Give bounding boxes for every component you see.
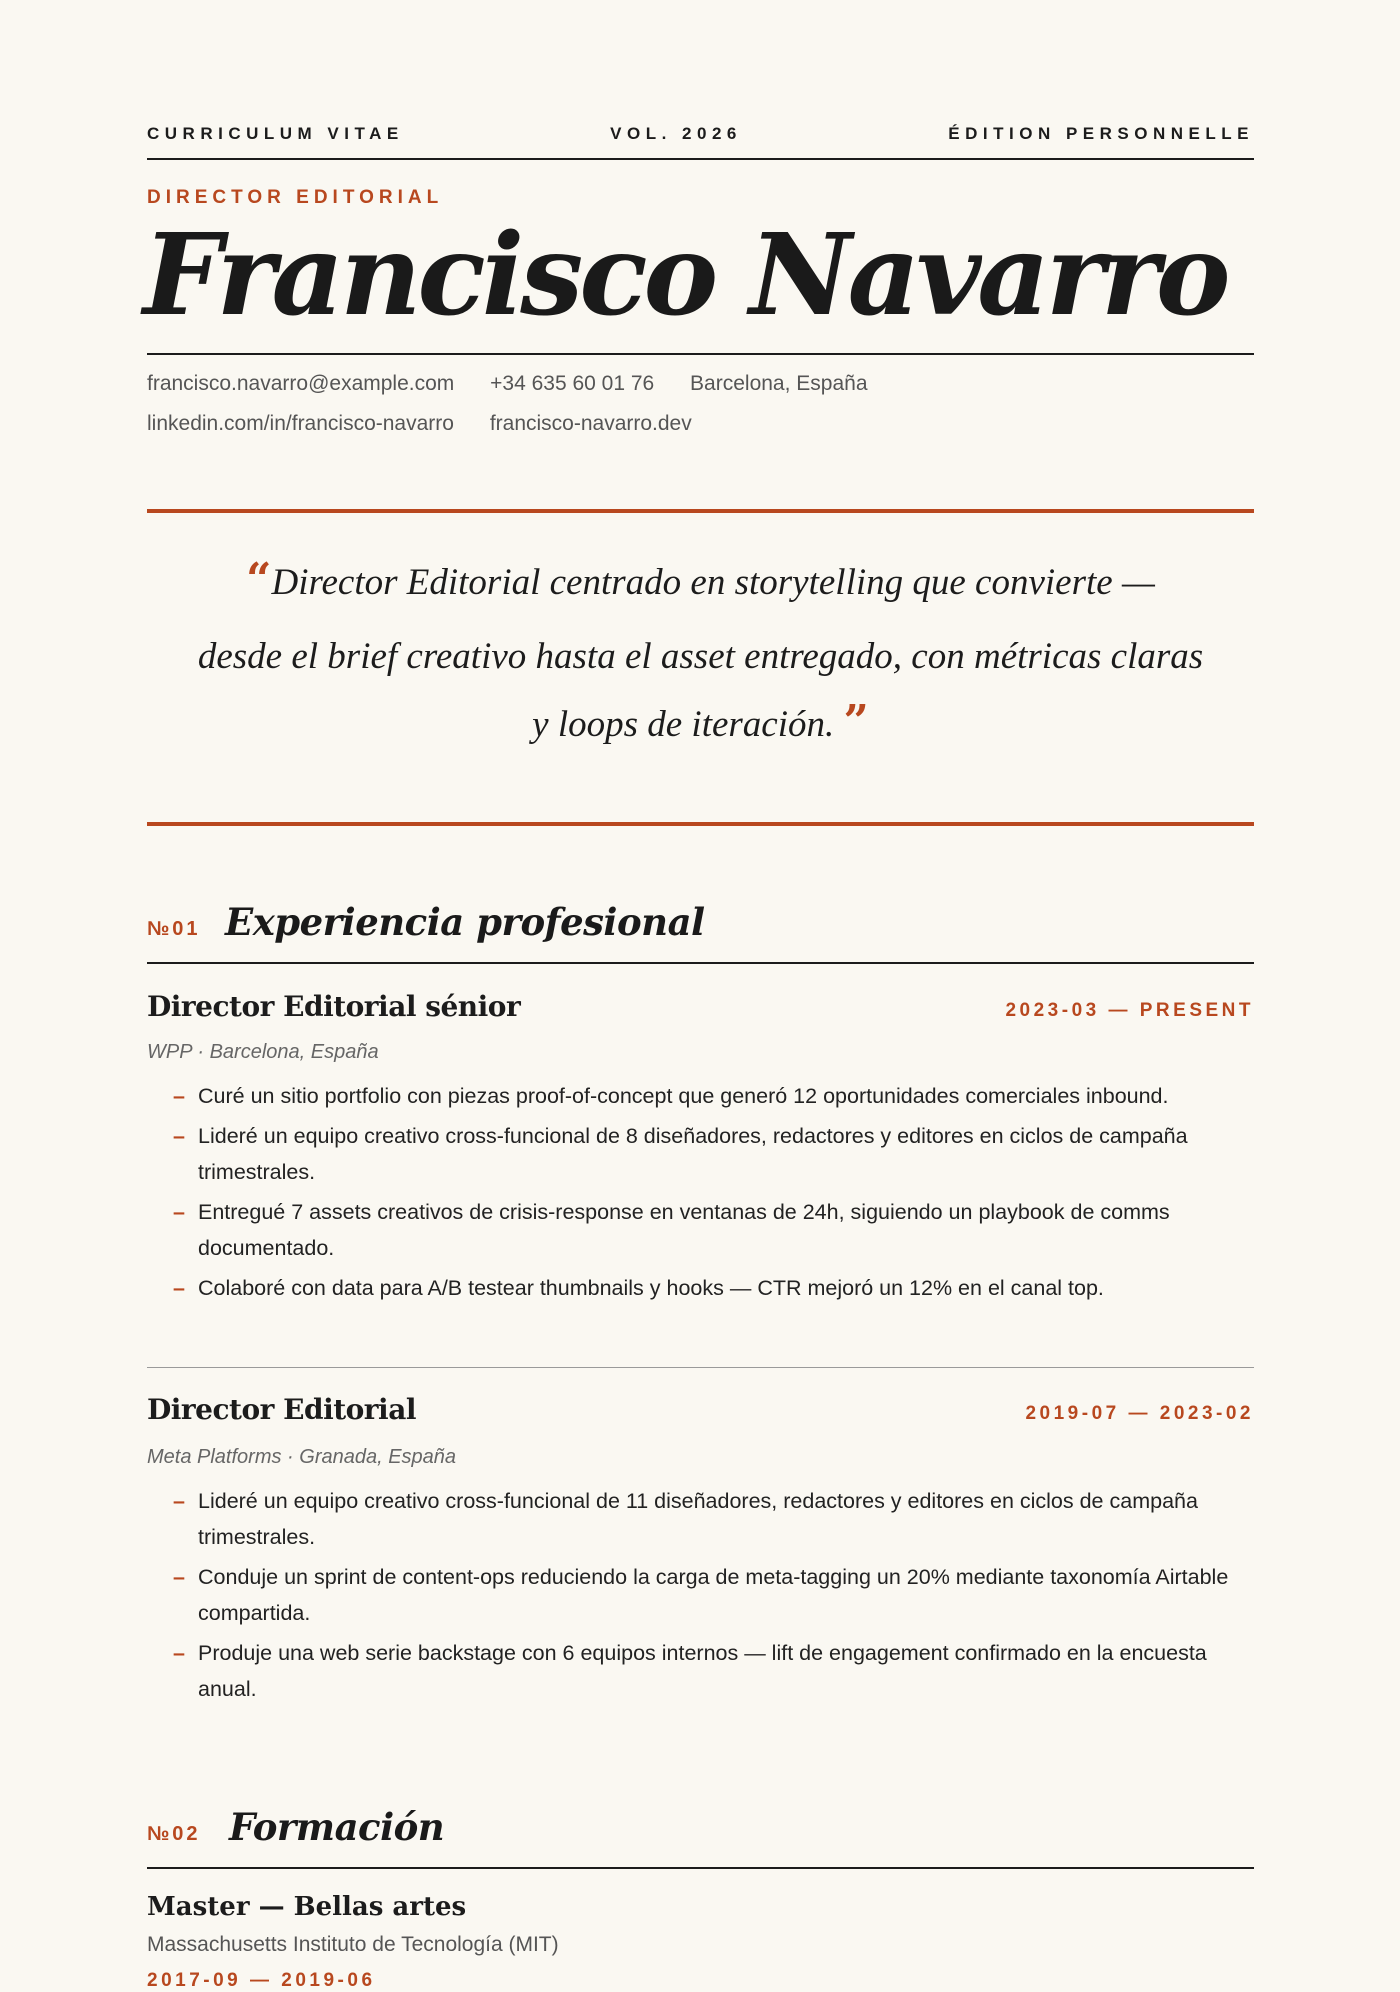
masthead-left: CURRICULUM VITAE: [147, 124, 404, 143]
summary-top-rule: [147, 509, 1254, 513]
website-link[interactable]: francisco-navarro.dev: [489, 412, 692, 435]
summary-line-3: y loops de iteración. ”: [532, 696, 869, 747]
bullet-dash-icon: –: [173, 1641, 185, 1665]
job-title: Director Editorial sénior: [147, 990, 521, 1023]
name-rule: [147, 353, 1254, 355]
education-school: Massachusetts Instituto de Tecnología (MIT): [147, 1933, 559, 1956]
section-title-experience: Experiencia profesional: [225, 900, 705, 944]
person-name: Francisco Navarro: [143, 210, 1227, 341]
summary-quote: [147, 552, 1254, 756]
summary-bottom-rule: [147, 822, 1254, 826]
job-dates: 2019-07 — 2023-02: [1025, 1403, 1254, 1424]
bullet-dash-icon: –: [173, 1489, 185, 1513]
linkedin-link[interactable]: linkedin.com/in/francisco-navarro: [147, 412, 454, 435]
masthead-right: ÉDITION PERSONNELLE: [948, 124, 1254, 143]
list-item: – Entregué 7 assets creativos de crisis-response en ventanas de 24h, siguiendo un playbook de comms documentado.: [173, 1194, 1233, 1266]
summary-line-2: desde el brief creativo hasta el asset entregado, con métricas claras: [197, 636, 1204, 677]
education-dates: 2017-09 — 2019-06: [147, 1970, 376, 1991]
bullet-dash-icon: –: [173, 1200, 185, 1224]
section-rule-education: [147, 1867, 1254, 1869]
masthead-center: VOL. 2026: [610, 124, 742, 143]
summary-line-1: “Director Editorial centrado en storytelling que convierte —: [246, 554, 1155, 605]
bullet-dash-icon: –: [173, 1084, 185, 1108]
list-item: – Colaboré con data para A/B testear thumbnails y hooks — CTR mejoró un 12% en el canal top.: [173, 1270, 1233, 1306]
job-divider: [147, 1367, 1254, 1368]
list-item: – Lideré un equipo creativo cross-funcional de 8 diseñadores, redactores y editores en ciclos de campaña trimestrales.: [173, 1118, 1233, 1190]
section-title-education: Formación: [229, 1805, 445, 1849]
section-number-experience: №01: [147, 918, 201, 940]
bullet-dash-icon: –: [173, 1565, 185, 1589]
section-number-education: №02: [147, 1823, 201, 1845]
contact-line-2: [147, 412, 722, 436]
role-title: DIRECTOR EDITORIAL: [147, 187, 444, 208]
list-item: – Produje una web serie backstage con 6 equipos internos — lift de engagement confirmado en la encuesta anual.: [173, 1635, 1233, 1707]
education-degree: Master — Bellas artes: [147, 1892, 467, 1922]
job-organization: Meta Platforms · Granada, España: [147, 1446, 457, 1468]
phone-number: +34 635 60 01 76: [490, 372, 655, 395]
email-link[interactable]: francisco.navarro@example.com: [147, 372, 455, 395]
location: Barcelona, España: [690, 372, 868, 395]
masthead-rule: [147, 158, 1254, 160]
contact-line-1: [147, 372, 898, 396]
job-bullets: [173, 1078, 1233, 1310]
bullet-dash-icon: –: [173, 1124, 185, 1148]
bullet-dash-icon: –: [173, 1276, 185, 1300]
masthead: [147, 124, 1254, 144]
job-dates: 2023-03 — PRESENT: [1005, 1000, 1254, 1021]
job-bullets: [173, 1483, 1233, 1711]
section-rule-experience: [147, 962, 1254, 964]
job-organization: WPP · Barcelona, España: [147, 1041, 379, 1063]
list-item: – Conduje un sprint de content-ops reduciendo la carga de meta-tagging un 20% mediante taxonomía Airtable compartida.: [173, 1559, 1233, 1631]
open-quote-mark: “: [246, 554, 272, 605]
list-item: – Curé un sitio portfolio con piezas proof-of-concept que generó 12 oportunidades comerciales inbound.: [173, 1078, 1233, 1114]
list-item: – Lideré un equipo creativo cross-funcional de 11 diseñadores, redactores y editores en ciclos de campaña trimestrales.: [173, 1483, 1233, 1555]
job-title: Director Editorial: [147, 1393, 416, 1426]
close-quote-mark: ”: [843, 696, 869, 747]
